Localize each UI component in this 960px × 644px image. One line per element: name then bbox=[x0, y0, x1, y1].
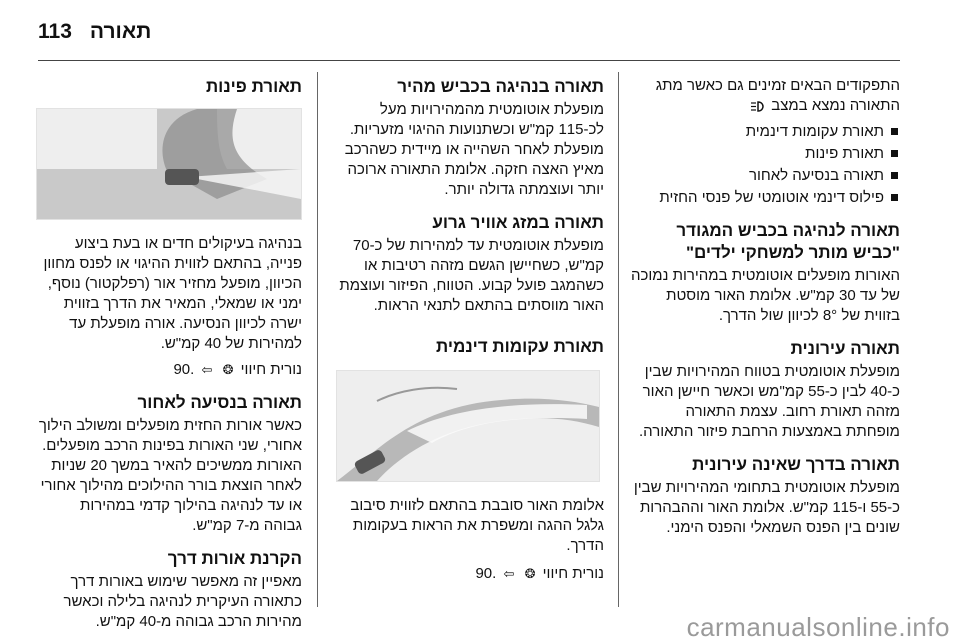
section-title-cornering-light: תאורת פינות bbox=[205, 77, 302, 96]
feature-item: פילוס דינמי אוטומטי של פנסי החזית bbox=[628, 188, 900, 208]
section-text-play-street: האורות מופעלים אוטומטית במהירות נמוכה של עד 30 קמ"ש. אלומת האור מוסטת בזווית של 8° לכיוון שול הדרך. bbox=[631, 267, 900, 324]
auto-light-icon bbox=[750, 100, 765, 113]
arrow-indicator-icon: ⇦ bbox=[201, 362, 213, 377]
dynamic-curve-text: אלומת האור סובבת בהתאם לזווית סיבוב גלגל ההגה ומשפרת את הראות בעקומות הדרך. bbox=[350, 497, 604, 554]
indicator-label: נורית חיווי bbox=[542, 565, 604, 582]
section-title-road-projection: הקרנת אורות דרך bbox=[167, 549, 302, 568]
header-divider bbox=[38, 60, 900, 61]
section-title-country-light: תאורה בדרך שאינה עירונית bbox=[692, 455, 900, 474]
lamp-indicator-icon: ❂ bbox=[222, 362, 234, 377]
section-text-town-light: מופעלת אוטומטית בטווח המהירויות שבין כ-40 לבין כ-55 קמ"מש וכאשר חיישן האור מזהה תאורת רחוב. עצמת התאורה מופחתת באמצעות הרחבת פיזור התאורה. bbox=[639, 363, 900, 440]
section-title-dynamic-curve: תאורת עקומות דינמית bbox=[436, 337, 604, 356]
page-title: תאורה bbox=[89, 20, 152, 43]
indicator-reference-middle bbox=[332, 564, 604, 584]
column-divider-right bbox=[618, 72, 619, 607]
curve-road-drawing bbox=[337, 371, 599, 481]
intro-text: התפקודים הבאים זמינים גם כאשר מתג התאורה נמצא במצב bbox=[655, 77, 900, 114]
watermark: carmanualsonline.info bbox=[686, 612, 950, 642]
intro-paragraph bbox=[628, 76, 900, 116]
indicator-page-ref: .90 bbox=[173, 361, 195, 378]
left-column bbox=[38, 76, 302, 644]
lamp-indicator-icon: ❂ bbox=[524, 566, 536, 581]
column-divider-left bbox=[317, 72, 318, 607]
section-text-country-light: מופעלת אוטומטית בתחומי המהירויות שבין כ-55 ו-115 קמ"ש. אלומת האור וההבהרות שונים בין הפנס השמאלי והפנס הימני. bbox=[633, 479, 900, 536]
dynamic-curve-illustration bbox=[336, 370, 600, 482]
section-title-bad-weather: תאורה במזג אוויר גרוע bbox=[432, 213, 604, 232]
section-title-play-street: תאורה לנהיגה בכביש המגודר "כביש מותר למשחקי ילדים" bbox=[676, 221, 900, 262]
page-number: 113 bbox=[38, 20, 72, 43]
section-text-road-projection: מאפיין זה מאפשר שימוש באורות דרך כתאורה העיקרית לנהיגה בלילה וכאשר מהירות הרכב גבוהה מ-40 קמ"ש. bbox=[63, 573, 302, 630]
right-column bbox=[628, 76, 900, 550]
feature-item: תאורה בנסיעה לאחור bbox=[628, 166, 900, 186]
section-text-reverse-light: כאשר אורות החזית מופעלים ומשולב הילוך אחורי, שני האורות בפינות הרכב מופעלים. האורות ממשיכים להאיר במשך 20 שניות לאחר הוצאת בורר ההילוכים מהילוך אחורי או עד לנהיגה בהילוך קדמי במהירות גבוהה מ-7 קמ"ש. bbox=[38, 417, 302, 534]
indicator-reference-left bbox=[38, 360, 302, 380]
feature-list bbox=[628, 122, 900, 208]
section-title-reverse-light: תאורה בנסיעה לאחור bbox=[137, 393, 302, 412]
feature-item: תאורת פינות bbox=[628, 144, 900, 164]
indicator-page-ref: .90 bbox=[475, 565, 497, 582]
cornering-road-drawing bbox=[37, 109, 301, 219]
cornering-light-text: בנהיגה בעיקולים חדים או בעת ביצוע פנייה, בהתאם לזווית ההיגוי או לפנס מחוון הכיוון, מופעל מחזיר אור (רפלקטור) נוסף, ימני או שמאלי, המאיר את הדרך בזווית ישרה לכיוון הנסיעה. אורה מופעלת עד למהירות של 40 קמ"ש. bbox=[43, 235, 302, 352]
indicator-label: נורית חיווי bbox=[240, 361, 302, 378]
middle-column bbox=[332, 76, 604, 596]
section-text-bad-weather: מופעלת אוטומטית עד למהירות של כ-70 קמ"ש, כשחיישן הגשם מזהה רטיבות או כשהמגב פועל קבוע. הטווח, הפיזור ועוצמת האור מווסתים בהתאם לתנאי הראות. bbox=[339, 237, 604, 314]
section-title-town-light: תאורה עירונית bbox=[790, 339, 900, 358]
section-text-motorway-light: מופעלת אוטומטית מהמהירויות מעל לכ-115 קמ"ש וכשתנועות ההיגוי מזעריות. מופעלת לאחר השהייה או מיידית כשהרכב מאיץ האצה חזקה. אלומת התאורה ארוכה יותר ועוצמתה גדולה יותר. bbox=[344, 101, 604, 198]
cornering-light-illustration bbox=[36, 108, 302, 220]
page-header bbox=[38, 14, 608, 50]
arrow-indicator-icon: ⇦ bbox=[503, 566, 515, 581]
feature-item: תאורת עקומות דינמית bbox=[628, 122, 900, 142]
section-title-motorway-light: תאורה בנהיגה בכביש מהיר bbox=[397, 77, 604, 96]
